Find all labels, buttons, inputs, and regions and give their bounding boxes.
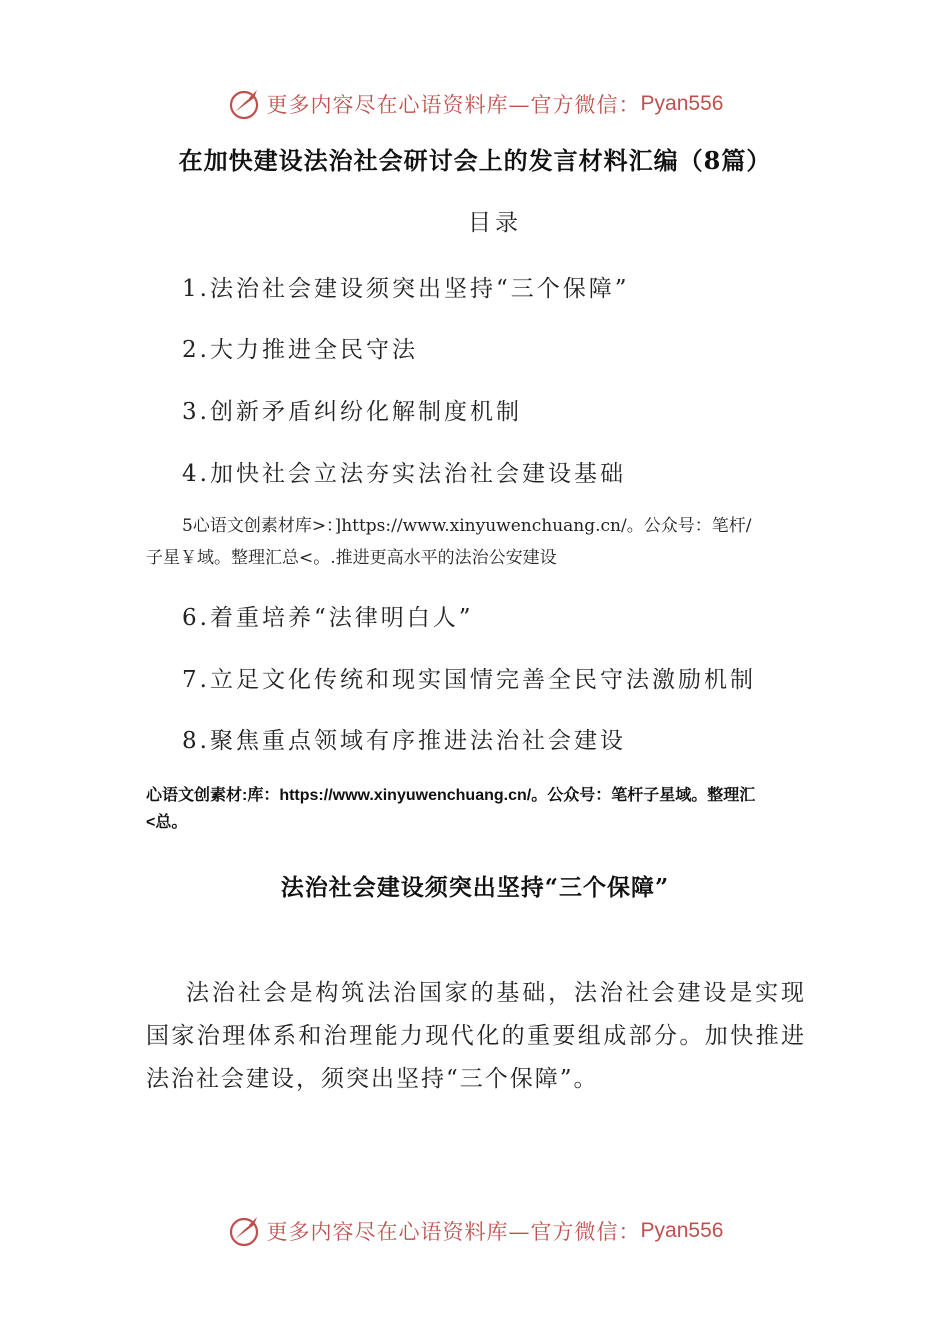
body-paragraph: 法治社会是构筑法治国家的基础，法治社会建设是实现国家治理体系和治理能力现代化的重要组成部分。加快推进法治社会建设，须突出坚持“三个保障”。 <box>146 980 806 1092</box>
banner-text: 更多内容尽在心语资料库—官方微信： <box>266 1220 641 1244</box>
toc-item: 8.聚焦重点领域有序推进法治社会建设 <box>182 728 626 754</box>
header-banner <box>0 84 950 124</box>
toc-item: 7.立足文化传统和现实国情完善全民守法激励机制 <box>182 667 756 693</box>
banner-wechat-id: Pyan556 <box>640 1219 724 1242</box>
source-note <box>146 782 806 836</box>
source-note-line1: 心语文创素材:库：https://www.xinyuwenchuang.cn/。公众号：笔杆子星域。整理汇 <box>146 787 756 804</box>
banner-text: 更多内容尽在心语资料库—官方微信： <box>266 93 641 117</box>
toc-item: 1.法治社会建设须突出坚持“三个保障” <box>182 276 630 302</box>
quill-logo-icon <box>227 1213 263 1249</box>
toc-item-5-line1: 5心语文创素材库>：]https://www.xinyuwenchuang.cn/。公众号：笔杆/ <box>182 516 752 536</box>
footer-banner <box>0 1211 950 1251</box>
toc-item: 3.创新矛盾纠纷化解制度机制 <box>182 399 522 425</box>
toc-item: 2.大力推进全民守法 <box>182 337 418 363</box>
document-title: 在加快建设法治社会研讨会上的发言材料汇编（8篇） <box>178 146 772 175</box>
toc-item: 6.着重培养“法律明白人” <box>182 605 474 631</box>
toc-item: 4.加快社会立法夯实法治社会建设基础 <box>182 461 626 487</box>
toc-heading: 目录 <box>468 210 522 236</box>
source-note-line2: <总。 <box>146 814 188 831</box>
quill-logo-icon <box>227 86 263 122</box>
section-title: 法治社会建设须突出坚持“三个保障” <box>280 874 670 901</box>
toc-item-5 <box>146 510 806 574</box>
toc-item-5-line2: 子星￥域。整理汇总<。.推进更高水平的法治公安建设 <box>146 548 557 568</box>
banner-wechat-id: Pyan556 <box>640 92 724 115</box>
